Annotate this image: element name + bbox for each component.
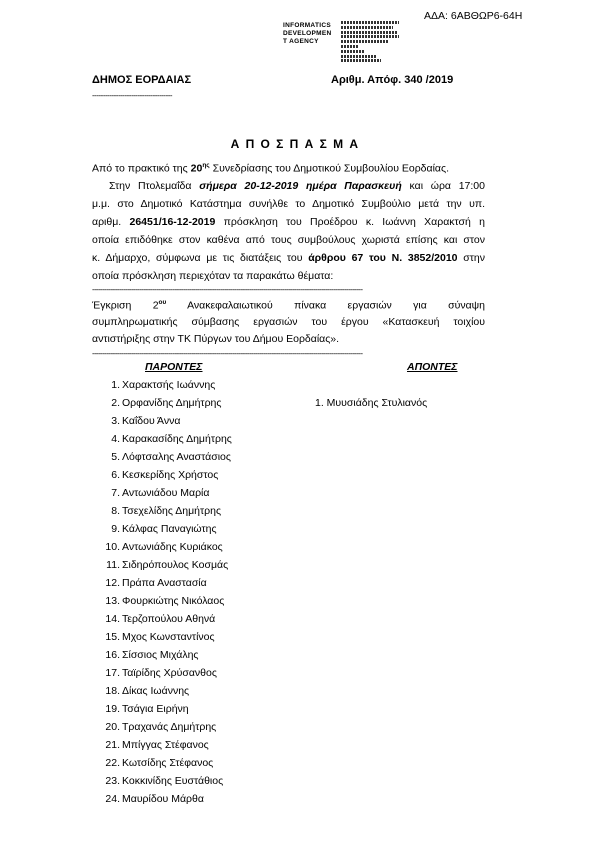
intro-line-5: οποία επιδόθηκε στον καθένα από τους συμβούλους χωριστά επίσης και στον [92, 234, 485, 246]
separator-rule: ----------------------------------------------------------------------------------------------------------------------------------- [92, 285, 363, 294]
agency-stamp [283, 20, 398, 64]
present-member: 12. Πράπα Αναστασία [105, 577, 207, 589]
present-member: 18. Δίκας Ιωάννης [105, 685, 190, 697]
present-member: 19. Τσάγια Ειρήνη [105, 703, 189, 715]
stamp-line: DEVELOPMEN [283, 30, 332, 37]
absent-member: 1. Μυυσιάδης Στυλιανός [315, 397, 428, 409]
topic-line-2: συμπληρωματικής σύμβασης εργασιών του έργου «Κατασκευή τοιχίου [92, 316, 485, 328]
ada-code: ΑΔΑ: 6ΑΒΘΩΡ6-64Η [424, 10, 523, 22]
present-member: 22. Κωτσίδης Στέφανος [105, 757, 214, 769]
present-member: 15. Μχος Κωνσταντίνος [105, 631, 215, 643]
absent-header: ΑΠΟΝΤΕΣ [407, 361, 458, 373]
topic-line-1: Έγκριση $2^{o\upsilon}$ Ανακεφαλαιωτικού πίνακα εργασιών για σύναψη [92, 299, 485, 312]
intro-line-1: Από το πρακτικό της $20^{\eta\varsigma}$ Συνεδρίασης του Δημοτικού Συμβουλίου Εορδαίας. [92, 162, 449, 175]
present-member: 23. Κοκκινίδης Ευστάθιος [105, 775, 224, 787]
present-member: 7. Αντωνιάδου Μαρία [111, 487, 210, 499]
present-member: 1. Χαρακτσής Ιωάννης [111, 379, 216, 391]
present-member: 2. Ορφανίδης Δημήτρης [111, 397, 222, 409]
stamp-signature-lines [341, 21, 401, 64]
present-member: 8. Τσεχελίδης Δημήτρης [111, 505, 222, 517]
intro-line-2: Στην Πτολεμαΐδα σήμερα 20-12-2019 ημέρα Παρασκευή και ώρα 17:00 [109, 180, 485, 192]
present-member: 14. Τερζοπούλου Αθηνά [105, 613, 216, 625]
stamp-line: T AGENCY [283, 38, 319, 45]
header-dash-line: ------------------------------------- [92, 91, 173, 100]
decision-number: Αριθμ. Απόφ. 340 /2019 [331, 74, 454, 86]
document-title: ΑΠΟΣΠΑΣΜΑ [230, 137, 365, 151]
municipality-name: ΔΗΜΟΣ ΕΟΡΔΑΙΑΣ [92, 74, 192, 86]
separator-rule: ----------------------------------------------------------------------------------------------------------------------------------- [92, 349, 363, 358]
present-member: 16. Σίσσιος Μιχάλης [105, 649, 199, 661]
intro-line-3: μ.μ. στο Δημοτικό Κατάστημα συνήλθε το Δημοτικό Συμβούλιο μετά την υπ. [92, 198, 485, 210]
present-member: 6. Κεσκερίδης Χρήστος [111, 469, 219, 481]
present-member: 3. Καΐδου Άννα [111, 415, 181, 427]
present-member: 5. Λόφτσαλης Αναστάσιος [111, 451, 231, 463]
present-member: 11. Σιδηρόπουλος Κοσμάς [106, 559, 229, 571]
present-member: 4. Καρακασίδης Δημήτρης [111, 433, 232, 445]
present-member: 20. Τραχανάς Δημήτρης [105, 721, 217, 733]
present-member: 21. Μπίγγας Στέφανος [105, 739, 209, 751]
present-member: 13. Φουρκιώτης Νικόλαος [105, 595, 225, 607]
present-member: 17. Ταϊρίδης Χρύσανθος [105, 667, 217, 679]
present-member: 9. Κάλφας Παναγιώτης [111, 523, 217, 535]
intro-line-6: κ. Δήμαρχο, σύμφωνα με τις διατάξεις του άρθρου 67 του Ν. 3852/2010 στην [92, 252, 485, 264]
present-header: ΠΑΡΟΝΤΕΣ [145, 361, 203, 373]
present-member: 10. Αντωνιάδης Κυριάκος [105, 541, 223, 553]
present-member: 24. Μαυρίδου Μάρθα [105, 793, 204, 805]
topic-line-3: αντιστήριξης στην ΤΚ Πύργων του Δήμου Εορδαίας». [92, 333, 340, 345]
stamp-line: INFORMATICS [283, 22, 331, 29]
intro-line-7: οποία πρόσκληση περιεχόταν τα παρακάτω θέματα: [92, 270, 334, 282]
intro-line-4: αριθμ. 26451/16-12-2019 πρόσκληση του Προέδρου κ. Ιωάννη Χαρακτσή η [92, 216, 485, 228]
